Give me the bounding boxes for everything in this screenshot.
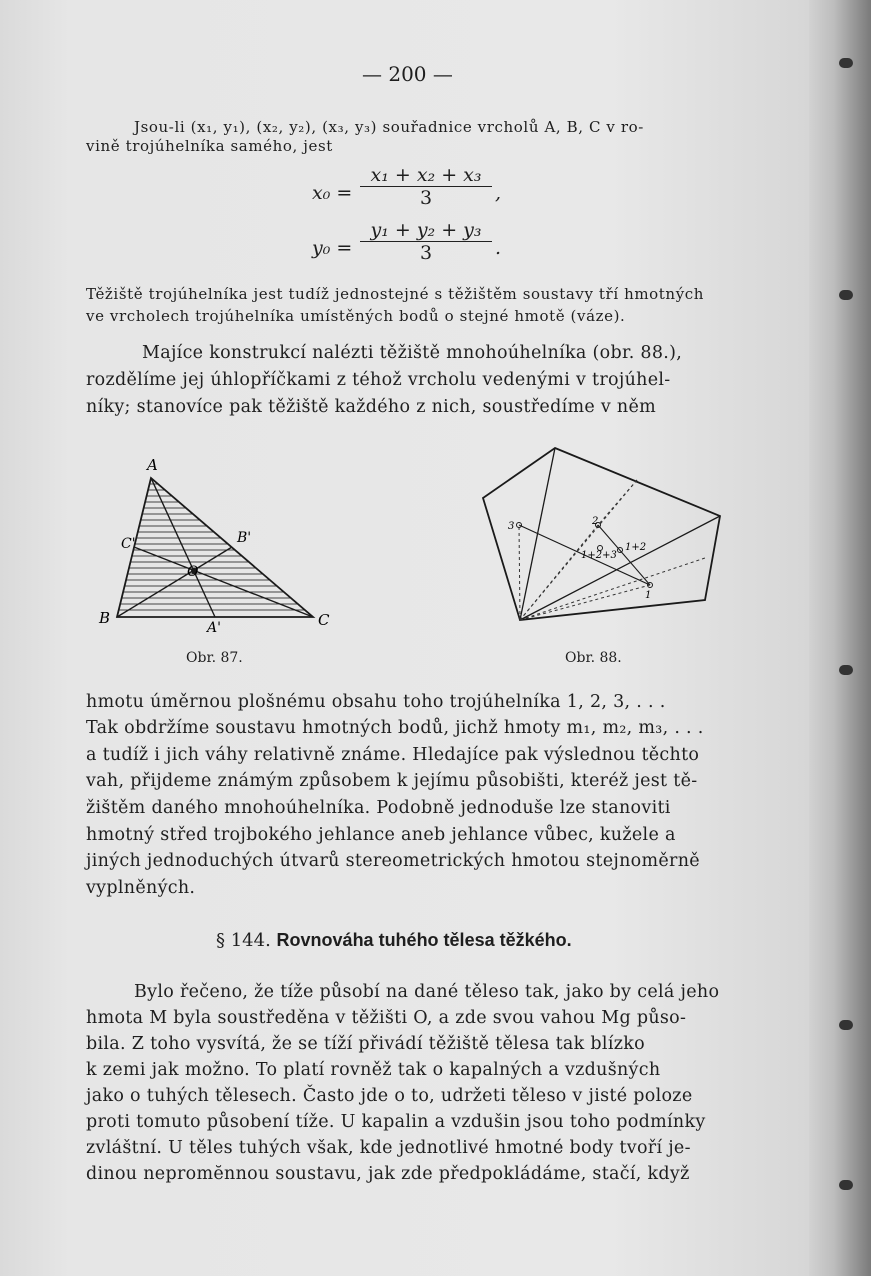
label-c: C <box>318 611 330 629</box>
paragraph-line: a tudíž i jich váhy relativně známe. Hledajíce pak výslednou těchto <box>86 745 700 765</box>
paragraph-line: hmota M byla soustředěna v těžišti O, a zde svou vahou Mg půso- <box>86 1008 687 1028</box>
formula-x0-denominator: 3 <box>419 187 433 209</box>
formula-x0-fraction <box>360 164 492 209</box>
label-a-prime: A' <box>207 620 221 636</box>
paragraph-line: vah, přijdeme známým způsobem k jejímu působišti, kteréž jest tě- <box>86 771 698 791</box>
paragraph-line: níky; stanovíce pak těžiště každého z nich, soustředíme v něm <box>86 397 657 417</box>
paragraph-line: Majíce konstrukcí nalézti těžiště mnohoúhelníka (obr. 88.), <box>142 343 683 363</box>
formula-x0-numerator: x₁ + x₂ + x₃ <box>360 164 492 187</box>
label-1-plus-2: 1+2 <box>625 542 647 553</box>
paragraph-line: k zemi jak možno. To platí rovněž tak o kapalných a vzdušných <box>86 1060 661 1080</box>
label-2: 2 <box>592 516 599 527</box>
section-heading <box>216 930 572 951</box>
paragraph-line: dinou nepromĕnnou soustavu, jak zde předpokládáme, stačí, když <box>86 1164 690 1184</box>
paragraph-line: vyplněných. <box>86 878 196 898</box>
formula-x0-lhs: x₀ = <box>312 182 353 204</box>
binding-stitch <box>839 58 853 68</box>
label-o: O <box>187 564 199 580</box>
paragraph-line: bila. Z toho vysvítá, že se tíží přivádí těžiště tělesa tak blízko <box>86 1034 645 1054</box>
intro-line: vině trojúhelníka samého, jest <box>86 137 333 155</box>
formula-x0-comma: , <box>495 182 502 204</box>
formula-y0-period: . <box>495 237 502 259</box>
figure-88-caption: Obr. 88. <box>565 650 622 666</box>
median-dashed <box>520 585 650 620</box>
paragraph-line: zvláštní. U těles tuhých však, kde jednotlivé hmotné body tvoří je- <box>86 1138 691 1158</box>
paragraph-line: žištěm daného mnohoúhelníka. Podobně jednoduše lze stanoviti <box>86 798 671 818</box>
paragraph-line: jako o tuhých tělesech. Často jde o to, udržeti těleso v jisté poloze <box>86 1086 693 1106</box>
binding-stitch <box>839 290 853 300</box>
paragraph-line: Bylo řečeno, že tíže působí na dané těleso tak, jako by celá jeho <box>134 982 720 1002</box>
median-dashed <box>519 525 520 620</box>
formula-y0-lhs: y₀ = <box>312 237 353 259</box>
binding-stitch <box>839 1020 853 1030</box>
page-number: — 200 — <box>362 62 453 86</box>
paragraph-line: rozdělíme jej úhlopříčkami z téhož vrcholu vedenými v trojúhel- <box>86 370 671 390</box>
figure-87 <box>95 450 335 640</box>
figure-87-caption: Obr. 87. <box>186 650 243 666</box>
label-3: 3 <box>508 521 515 532</box>
intro-line: Jsou-li (x₁, y₁), (x₂, y₂), (x₃, y₃) souřadnice vrcholů A, B, C v ro- <box>134 118 644 136</box>
paragraph-line: hmotu úměrnou plošnému obsahu toho trojúhelníka 1, 2, 3, . . . <box>86 692 666 712</box>
formula-y0-denominator: 3 <box>419 242 433 264</box>
median-b <box>117 547 232 617</box>
book-binding <box>809 0 871 1276</box>
label-1-plus-2-plus-3: 1+2+3 <box>581 550 617 561</box>
diagonal-2 <box>520 516 720 620</box>
formula-y0-fraction <box>360 219 492 264</box>
binding-stitch <box>839 1180 853 1190</box>
label-1: 1 <box>645 590 652 601</box>
paragraph-line: Tak obdržíme soustavu hmotných bodů, jichž hmoty m₁, m₂, m₃, . . . <box>86 718 704 738</box>
binding-stitch <box>839 665 853 675</box>
median-a <box>151 478 215 617</box>
triangle-abc <box>117 478 313 617</box>
paragraph-line: proti tomuto působení tíže. U kapalin a vzdušin jsou toho podmínky <box>86 1112 706 1132</box>
formula-y0-numerator: y₁ + y₂ + y₃ <box>360 219 492 242</box>
section-number: § 144. <box>216 930 271 951</box>
label-c-prime: C' <box>121 536 136 552</box>
label-b-prime: B' <box>237 530 252 546</box>
label-a: A <box>147 456 158 474</box>
section-title: Rovnováha tuhého tělesa těžkého. <box>276 930 572 950</box>
label-b: B <box>99 609 111 627</box>
median-c <box>134 547 313 617</box>
paragraph-line: jiných jednoduchých útvarů stereometrických hmotou stejnoměrně <box>86 851 700 871</box>
figure-88 <box>475 440 735 630</box>
paragraph-line: hmotný střed trojbokého jehlance aneb jehlance vůbec, kužele a <box>86 825 676 845</box>
note-line: Těžiště trojúhelníka jest tudíž jednostejné s těžištěm soustavy tří hmotných <box>86 285 705 303</box>
note-line: ve vrcholech trojúhelníka umístěných bodů o stejné hmotě (váze). <box>86 307 626 325</box>
